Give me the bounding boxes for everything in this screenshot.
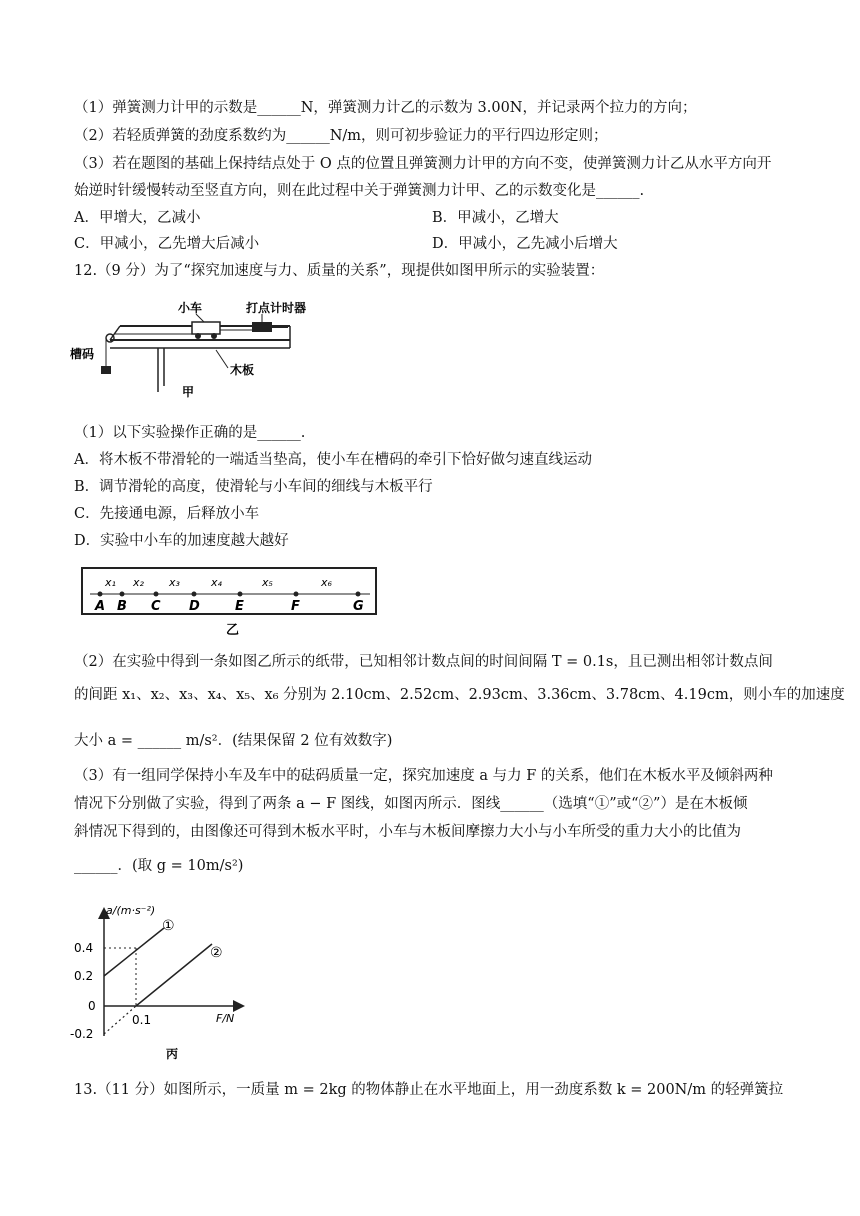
q11-option-d: D．甲减小，乙先减小后增大 <box>432 236 618 252</box>
af-graph-figure <box>70 900 270 1064</box>
tape-point-D <box>192 592 197 597</box>
tape-point-label-D: D <box>189 599 200 614</box>
tape-marks <box>90 576 370 614</box>
tape-point-label-F: F <box>291 599 300 614</box>
timer-icon <box>252 322 272 332</box>
label-board: 木板 <box>230 363 255 377</box>
tick-y-0.4: 0.4 <box>74 941 94 955</box>
tape-point-A <box>98 592 103 597</box>
caption-bing: 丙 <box>166 1047 179 1061</box>
tape-segment-label-3: x₃ <box>169 576 180 589</box>
q12-part2-line1: （2）在实验中得到一条如图乙所示的纸带，已知相邻计数点间的时间间隔 T = 0.1s，且已测出相邻计数点间 <box>74 654 773 670</box>
graph-line-2 <box>136 944 212 1006</box>
tape-segment-label-4: x₄ <box>211 576 222 589</box>
tick-y-0: 0 <box>88 999 96 1013</box>
tick-y-0.2: 0.2 <box>74 969 94 983</box>
hanging-weight-icon <box>101 366 111 374</box>
tape-point-C <box>154 592 159 597</box>
q11-part3-line1: （3）若在题图的基础上保持结点处于 O 点的位置且弹簧测力计甲的方向不变，使弹簧测力计乙从水平方向开 <box>74 156 772 172</box>
tape-point-E <box>238 592 243 597</box>
line-2-label: ② <box>210 945 223 961</box>
tick-y-neg0.2: -0.2 <box>70 1027 94 1041</box>
label-car: 小车 <box>178 301 203 315</box>
q12-option-c: C．先接通电源，后释放小车 <box>74 506 260 522</box>
q12-part2-line2: 的间距 x₁、x₂、x₃、x₄、x₅、x₆ 分别为 2.10cm、2.52cm、2.93cm、3.36cm、3.78cm、4.19cm，则小车的加速度 <box>74 687 845 703</box>
q12-part3-line4: ______．(取 g = 10m/s²) <box>74 858 244 874</box>
q11-part1: （1）弹簧测力计甲的示数是______N，弹簧测力计乙的示数为 3.00N，并记录两个拉力的方向； <box>74 100 697 116</box>
tape-point-label-B: B <box>117 599 127 614</box>
tape-segment-label-6: x₆ <box>321 576 332 589</box>
q12-part3-line1: （3）有一组同学保持小车及车中的砝码质量一定，探究加速度 a 与力 F 的关系，他们在木板水平及倾斜两种 <box>74 768 773 784</box>
line-1-label: ① <box>162 918 175 934</box>
caption-jia: 甲 <box>182 385 195 399</box>
graph-line-1 <box>104 928 164 976</box>
paper-tape-figure <box>80 566 380 638</box>
y-axis-label: a/(m·s⁻²) <box>106 904 156 917</box>
q12-part1: （1）以下实验操作正确的是______. <box>74 425 306 441</box>
tape-segment-label-2: x₂ <box>133 576 144 589</box>
tape-point-B <box>120 592 125 597</box>
q12-part2-line3: 大小 a = ______ m/s²．(结果保留 2 位有效数字) <box>74 733 393 749</box>
q12-part3-line3: 斜情况下得到的，由图像还可得到木板水平时，小车与木板间摩擦力大小与小车所受的重力大小的比值为 <box>74 824 741 840</box>
q11-part2: （2）若轻质弹簧的劲度系数约为______N/m，则可初步验证力的平行四边形定则； <box>74 128 608 144</box>
tape-point-F <box>294 592 299 597</box>
apparatus-figure <box>70 296 330 402</box>
q13-line1: 13.（11 分）如图所示，一质量 m = 2kg 的物体静止在水平地面上，用一劲度系数 k = 200N/m 的轻弹簧拉 <box>74 1082 784 1098</box>
label-weight: 槽码 <box>70 347 95 361</box>
x-axis-label: F/N <box>216 1012 235 1025</box>
label-timer: 打点计时器 <box>246 301 307 315</box>
q11-part3-line2: 始逆时针缓慢转动至竖直方向，则在此过程中关于弹簧测力计甲、乙的示数变化是______. <box>74 183 645 199</box>
q12-option-d: D．实验中小车的加速度越大越好 <box>74 533 289 549</box>
q11-option-b: B．甲减小，乙增大 <box>432 210 559 226</box>
q12-option-b: B．调节滑轮的高度，使滑轮与小车间的细线与木板平行 <box>74 479 433 495</box>
tape-point-label-G: G <box>353 599 364 614</box>
caption-yi: 乙 <box>226 623 240 638</box>
tape-segment-label-5: x₅ <box>262 576 273 589</box>
tape-point-label-E: E <box>235 599 244 614</box>
tick-x-0.1: 0.1 <box>132 1013 152 1027</box>
q12-option-a: A．将木板不带滑轮的一端适当垫高，使小车在槽码的牵引下恰好做匀速直线运动 <box>74 452 592 468</box>
q11-option-a: A．甲增大，乙减小 <box>74 210 201 226</box>
tape-point-G <box>356 592 361 597</box>
tape-segment-label-1: x₁ <box>105 576 116 589</box>
q12-part3-line2: 情况下分别做了实验，得到了两条 a − F 图线，如图丙所示．图线______（选填“①”或“②”）是在木板倾 <box>74 796 748 812</box>
q12-title: 12.（9 分）为了“探究加速度与力、质量的关系”，现提供如图甲所示的实验装置： <box>74 263 605 279</box>
tape-point-label-A: A <box>95 599 106 614</box>
q11-option-c: C．甲减小，乙先增大后减小 <box>74 236 260 252</box>
cart-icon <box>192 322 220 334</box>
tape-point-label-C: C <box>151 599 161 614</box>
